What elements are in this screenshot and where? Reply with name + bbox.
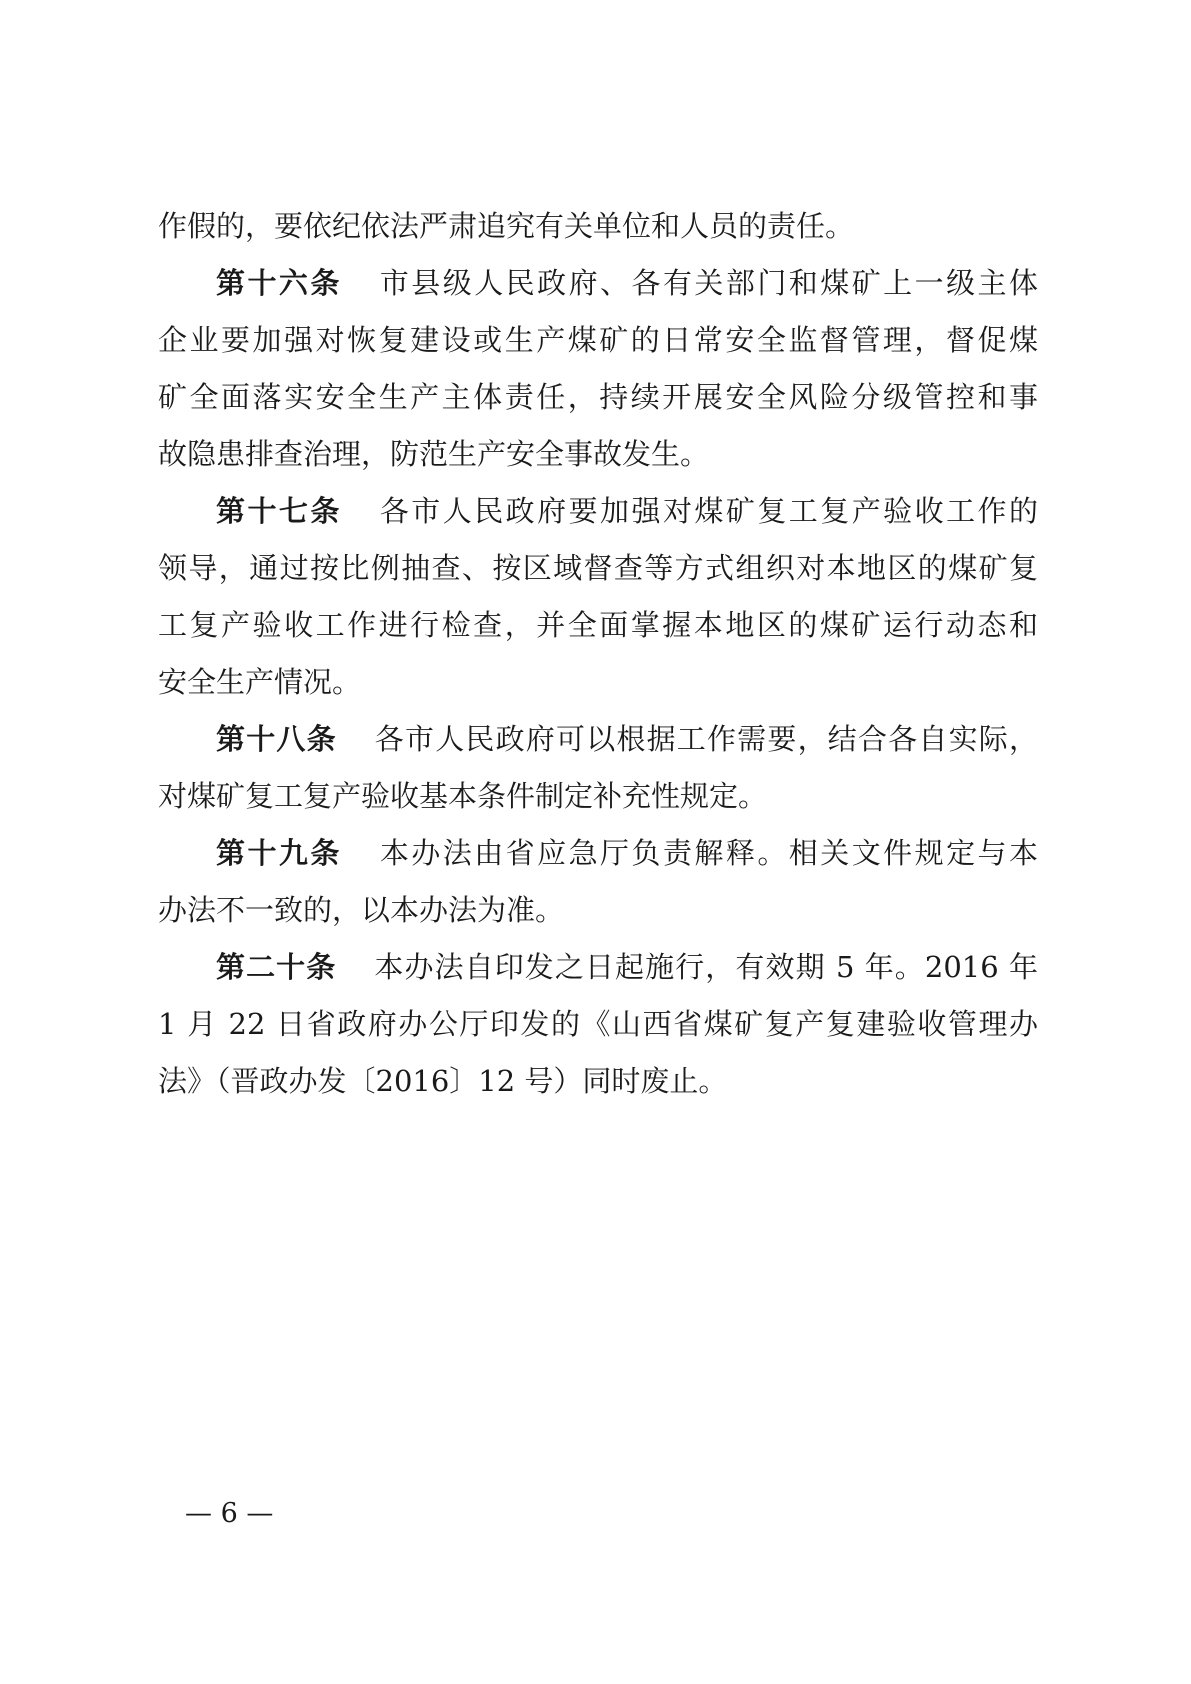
article-first-line — [158, 255, 1038, 312]
article-16 — [158, 255, 1038, 483]
text-line: 企业要加强对恢复建设或生产煤矿的日常安全监督管理，督促煤 — [158, 323, 1038, 357]
article-label: 第十七条 — [216, 494, 342, 528]
article-first-line — [158, 939, 1038, 996]
article-text: 本办法由省应急厅负责解释。相关文件规定与本 — [379, 836, 1038, 870]
article-17 — [158, 483, 1038, 711]
article-text: 各市人民政府可以根据工作需要，结合各自实际， — [374, 722, 1038, 756]
text-line: 安全生产情况。 — [158, 665, 362, 699]
article-text: 本办法自印发之日起施行，有效期 5 年。2016 年 — [374, 950, 1038, 984]
page-number: — 6 — — [185, 1498, 274, 1529]
text-line: 办法不一致的，以本办法为准。 — [158, 893, 565, 927]
article-20 — [158, 939, 1038, 1110]
article-text: 市县级人民政府、各有关部门和煤矿上一级主体 — [379, 266, 1038, 300]
article-first-line — [158, 825, 1038, 882]
article-label: 第十九条 — [216, 836, 342, 870]
paragraph-continuation — [158, 198, 1038, 255]
text-line: 对煤矿复工复产验收基本条件制定补充性规定。 — [158, 779, 768, 813]
text-line: 法》（晋政办发〔2016〕12 号）同时废止。 — [158, 1064, 728, 1098]
text-line: 故隐患排查治理，防范生产安全事故发生。 — [158, 437, 710, 471]
text-line: 1 月 22 日省政府办公厅印发的《山西省煤矿复产复建验收管理办 — [158, 1007, 1038, 1041]
article-18 — [158, 711, 1038, 825]
article-label: 第十八条 — [216, 722, 337, 756]
article-first-line — [158, 711, 1038, 768]
article-label: 第二十条 — [216, 950, 337, 984]
document-body — [158, 198, 1038, 1110]
article-19 — [158, 825, 1038, 939]
article-text: 各市人民政府要加强对煤矿复工复产验收工作的 — [379, 494, 1038, 528]
text-line: 矿全面落实安全生产主体责任，持续开展安全风险分级管控和事 — [158, 380, 1038, 414]
text-line: 领导，通过按比例抽查、按区域督查等方式组织对本地区的煤矿复 — [158, 551, 1038, 585]
article-label: 第十六条 — [216, 266, 342, 300]
text-line: 工复产验收工作进行检查，并全面掌握本地区的煤矿运行动态和 — [158, 608, 1038, 642]
article-first-line — [158, 483, 1038, 540]
text-line: 作假的，要依纪依法严肃追究有关单位和人员的责任。 — [158, 209, 855, 243]
